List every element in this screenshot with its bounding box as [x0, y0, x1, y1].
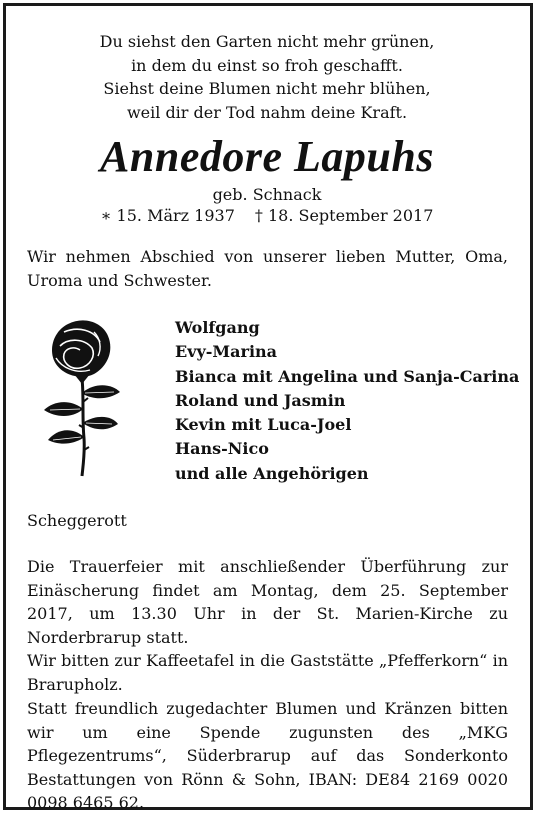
birth-name: geb. Schnack [212, 185, 322, 204]
family-member: Kevin mit Luca-Joel [175, 415, 352, 435]
funeral-notice: Die Trauerfeier mit anschließender Überführung zur Einäscherung findet am Montag, dem 25. September 2017, um 13.30 Uhr in der St. Marien-Kirche zu Norderbrarup statt. [27, 557, 508, 647]
family-member: Hans-Nico [175, 439, 269, 459]
donation-notice: Statt freundlich zugedachter Blumen und Kränzen bitten wir um eine Spende zugunsten des „MKG Pflegezentrums“, Süderbrarup auf das Sonderkonto Bestattungen von Rönn & Sohn, IBAN: DE84 2169 0020 0098 6465 62. [27, 699, 508, 812]
deceased-name: Annedore Lapuhs [100, 132, 434, 181]
life-dates [0, 205, 534, 227]
birth-date: ∗ 15. März 1937 [100, 206, 235, 225]
family-member: Roland und Jasmin [175, 390, 346, 410]
place-name: Scheggerott [27, 511, 127, 530]
family-list [175, 316, 519, 486]
family-member: Evy-Marina [175, 342, 278, 362]
death-date: † 18. September 2017 [254, 206, 434, 225]
memorial-poem [0, 30, 534, 124]
family-member: und alle Angehörigen [175, 463, 369, 483]
poem-line: in dem du einst so froh geschafft. [131, 55, 403, 75]
family-member: Wolfgang [175, 318, 260, 337]
poem-line: Du siehst den Garten nicht mehr grünen, [99, 32, 435, 51]
poem-line: weil dir der Tod nahm deine Kraft. [126, 102, 408, 122]
rose-icon [38, 318, 122, 478]
poem-line: Siehst deine Blumen nicht mehr blühen, [103, 79, 431, 98]
coffee-notice: Wir bitten zur Kaffeetafel in die Gaststätte „Pfefferkorn“ in Brarupholz. [27, 651, 508, 694]
family-member: Bianca mit Angelina und Sanja-Carina [175, 366, 520, 386]
farewell-text: Wir nehmen Abschied von unserer lieben Mutter, Oma, Uroma und Schwester. [27, 247, 508, 290]
